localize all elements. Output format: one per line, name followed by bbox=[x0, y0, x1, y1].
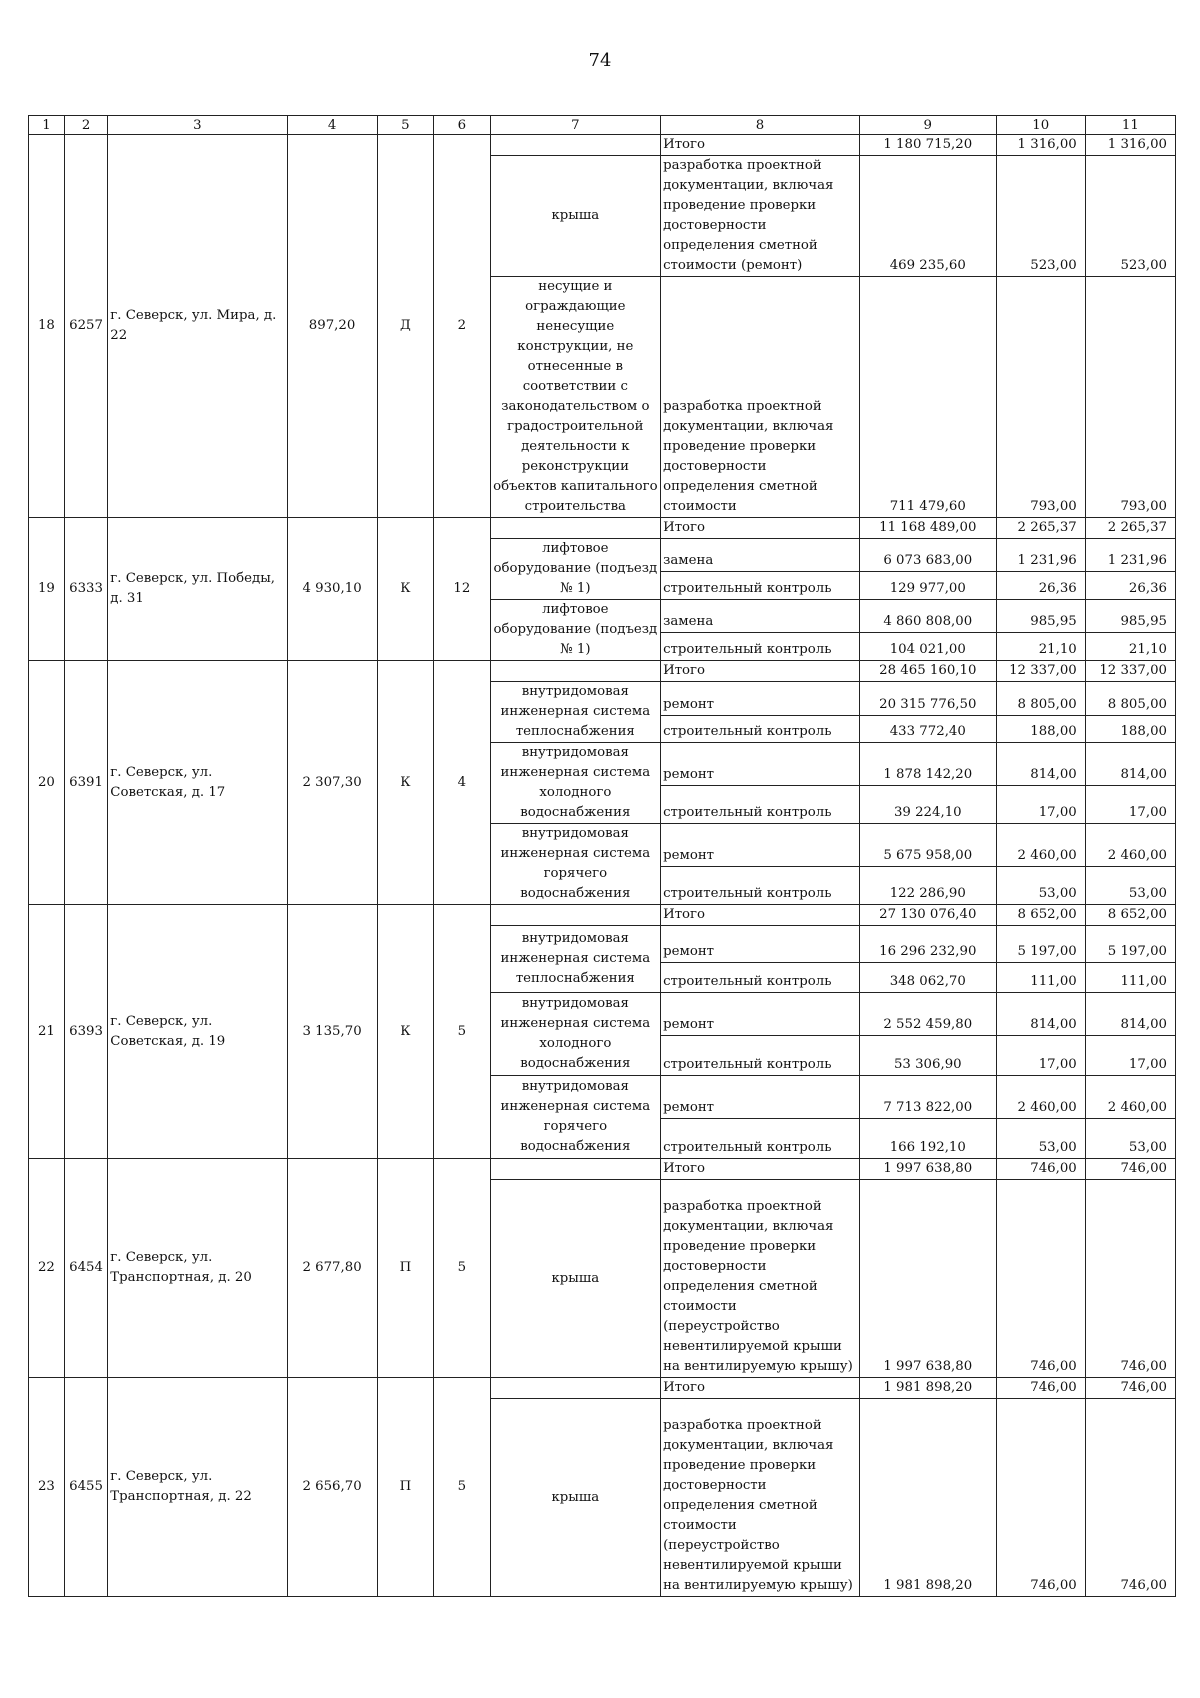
cost-per-sqm: 26,36 bbox=[996, 572, 1085, 600]
cost-per-sqm: 1 231,96 bbox=[996, 539, 1085, 572]
max-cost-per-sqm: 746,00 bbox=[1085, 1159, 1175, 1180]
table-row bbox=[29, 518, 1176, 539]
house-type: К bbox=[377, 518, 433, 661]
table-row bbox=[29, 1159, 1176, 1180]
address: г. Северск, ул. Транспортная, д. 20 bbox=[108, 1159, 287, 1378]
col-header: 2 bbox=[64, 116, 107, 135]
table-row bbox=[29, 661, 1176, 682]
total-cost: 16 296 232,90 bbox=[859, 926, 996, 963]
total-cost: 5 675 958,00 bbox=[859, 824, 996, 867]
house-type: П bbox=[377, 1159, 433, 1378]
cost-per-sqm: 12 337,00 bbox=[996, 661, 1085, 682]
work-type: крыша bbox=[490, 156, 661, 277]
area: 2 677,80 bbox=[287, 1159, 377, 1378]
floors: 2 bbox=[434, 135, 490, 518]
floors: 12 bbox=[434, 518, 490, 661]
work-type bbox=[490, 905, 661, 926]
work-type bbox=[490, 661, 661, 682]
work-type: внутридомовая инженерная система холодного водоснабжения bbox=[490, 743, 661, 824]
total-cost: 28 465 160,10 bbox=[859, 661, 996, 682]
max-cost-per-sqm: 111,00 bbox=[1085, 963, 1175, 993]
cost-per-sqm: 814,00 bbox=[996, 743, 1085, 786]
service: строительный контроль bbox=[661, 633, 860, 661]
col-header: 1 bbox=[29, 116, 65, 135]
service: строительный контроль bbox=[661, 867, 860, 905]
page-number: 74 bbox=[588, 50, 612, 71]
col-header: 11 bbox=[1085, 116, 1175, 135]
work-type bbox=[490, 518, 661, 539]
service: ремонт bbox=[661, 993, 860, 1036]
col-header: 7 bbox=[490, 116, 661, 135]
work-type bbox=[490, 1378, 661, 1399]
cost-per-sqm: 21,10 bbox=[996, 633, 1085, 661]
floors: 4 bbox=[434, 661, 490, 905]
max-cost-per-sqm: 2 460,00 bbox=[1085, 1076, 1175, 1119]
house-type: Д bbox=[377, 135, 433, 518]
work-type: крыша bbox=[490, 1180, 661, 1378]
cost-per-sqm: 793,00 bbox=[996, 277, 1085, 518]
total-cost: 2 552 459,80 bbox=[859, 993, 996, 1036]
max-cost-per-sqm: 17,00 bbox=[1085, 1036, 1175, 1076]
work-type: крыша bbox=[490, 1399, 661, 1597]
cost-per-sqm: 53,00 bbox=[996, 867, 1085, 905]
total-label: Итого bbox=[661, 135, 860, 156]
service: замена bbox=[661, 539, 860, 572]
total-label: Итого bbox=[661, 1378, 860, 1399]
cost-per-sqm: 5 197,00 bbox=[996, 926, 1085, 963]
cost-per-sqm: 53,00 bbox=[996, 1119, 1085, 1159]
max-cost-per-sqm: 746,00 bbox=[1085, 1378, 1175, 1399]
address: г. Северск, ул. Победы, д. 31 bbox=[108, 518, 287, 661]
max-cost-per-sqm: 746,00 bbox=[1085, 1399, 1175, 1597]
address: г. Северск, ул. Советская, д. 19 bbox=[108, 905, 287, 1159]
max-cost-per-sqm: 188,00 bbox=[1085, 715, 1175, 742]
max-cost-per-sqm: 985,95 bbox=[1085, 600, 1175, 633]
cost-per-sqm: 8 805,00 bbox=[996, 682, 1085, 716]
work-type: внутридомовая инженерная система горячего водоснабжения bbox=[490, 824, 661, 905]
total-cost: 53 306,90 bbox=[859, 1036, 996, 1076]
house-id: 6454 bbox=[64, 1159, 107, 1378]
work-type: несущие и ограждающие ненесущие конструкции, не отнесенные в соответствии с законодательством о градостроительной деятельности к реконструкции объектов капитального строительства bbox=[490, 277, 661, 518]
house-id: 6391 bbox=[64, 661, 107, 905]
max-cost-per-sqm: 814,00 bbox=[1085, 743, 1175, 786]
max-cost-per-sqm: 746,00 bbox=[1085, 1180, 1175, 1378]
cost-per-sqm: 2 265,37 bbox=[996, 518, 1085, 539]
max-cost-per-sqm: 8 652,00 bbox=[1085, 905, 1175, 926]
service: строительный контроль bbox=[661, 1036, 860, 1076]
service: разработка проектной документации, включая проведение проверки достоверности определения сметной стоимости (переустройство невентилируемой крыши на вентилируемую крышу) bbox=[661, 1399, 860, 1597]
house-id: 6257 bbox=[64, 135, 107, 518]
row-number: 18 bbox=[29, 135, 65, 518]
total-cost: 1 180 715,20 bbox=[859, 135, 996, 156]
cost-per-sqm: 985,95 bbox=[996, 600, 1085, 633]
cost-per-sqm: 8 652,00 bbox=[996, 905, 1085, 926]
area: 2 656,70 bbox=[287, 1378, 377, 1597]
row-number: 20 bbox=[29, 661, 65, 905]
total-cost: 6 073 683,00 bbox=[859, 539, 996, 572]
total-label: Итого bbox=[661, 518, 860, 539]
cost-per-sqm: 746,00 bbox=[996, 1180, 1085, 1378]
total-cost: 469 235,60 bbox=[859, 156, 996, 277]
work-type: внутридомовая инженерная система горячего водоснабжения bbox=[490, 1076, 661, 1159]
max-cost-per-sqm: 2 265,37 bbox=[1085, 518, 1175, 539]
work-type bbox=[490, 135, 661, 156]
area: 897,20 bbox=[287, 135, 377, 518]
cost-per-sqm: 746,00 bbox=[996, 1378, 1085, 1399]
row-number: 23 bbox=[29, 1378, 65, 1597]
work-type: лифтовое оборудование (подъезд № 1) bbox=[490, 600, 661, 661]
service: разработка проектной документации, включая проведение проверки достоверности определения сметной стоимости (ремонт) bbox=[661, 156, 860, 277]
max-cost-per-sqm: 1 316,00 bbox=[1085, 135, 1175, 156]
total-cost: 166 192,10 bbox=[859, 1119, 996, 1159]
address: г. Северск, ул. Советская, д. 17 bbox=[108, 661, 287, 905]
max-cost-per-sqm: 2 460,00 bbox=[1085, 824, 1175, 867]
total-cost: 129 977,00 bbox=[859, 572, 996, 600]
col-header: 5 bbox=[377, 116, 433, 135]
house-id: 6455 bbox=[64, 1378, 107, 1597]
max-cost-per-sqm: 21,10 bbox=[1085, 633, 1175, 661]
total-cost: 1 981 898,20 bbox=[859, 1378, 996, 1399]
service: ремонт bbox=[661, 926, 860, 963]
service: ремонт bbox=[661, 1076, 860, 1119]
cost-per-sqm: 17,00 bbox=[996, 786, 1085, 824]
col-header: 8 bbox=[661, 116, 860, 135]
service: ремонт bbox=[661, 743, 860, 786]
col-header: 4 bbox=[287, 116, 377, 135]
service: ремонт bbox=[661, 682, 860, 716]
house-type: П bbox=[377, 1378, 433, 1597]
area: 2 307,30 bbox=[287, 661, 377, 905]
cost-per-sqm: 188,00 bbox=[996, 715, 1085, 742]
total-label: Итого bbox=[661, 905, 860, 926]
work-type: внутридомовая инженерная система холодного водоснабжения bbox=[490, 993, 661, 1076]
total-cost: 11 168 489,00 bbox=[859, 518, 996, 539]
house-type: К bbox=[377, 661, 433, 905]
service: строительный контроль bbox=[661, 715, 860, 742]
max-cost-per-sqm: 5 197,00 bbox=[1085, 926, 1175, 963]
table-row bbox=[29, 135, 1176, 156]
house-type: К bbox=[377, 905, 433, 1159]
total-cost: 7 713 822,00 bbox=[859, 1076, 996, 1119]
work-type: лифтовое оборудование (подъезд № 1) bbox=[490, 539, 661, 600]
total-cost: 4 860 808,00 bbox=[859, 600, 996, 633]
max-cost-per-sqm: 17,00 bbox=[1085, 786, 1175, 824]
col-header: 6 bbox=[434, 116, 490, 135]
cost-per-sqm: 17,00 bbox=[996, 1036, 1085, 1076]
service: строительный контроль bbox=[661, 1119, 860, 1159]
table-row bbox=[29, 905, 1176, 926]
service: разработка проектной документации, включая проведение проверки достоверности определения сметной стоимости (переустройство невентилируемой крыши на вентилируемую крышу) bbox=[661, 1180, 860, 1378]
address: г. Северск, ул. Транспортная, д. 22 bbox=[108, 1378, 287, 1597]
total-label: Итого bbox=[661, 661, 860, 682]
floors: 5 bbox=[434, 1159, 490, 1378]
total-cost: 27 130 076,40 bbox=[859, 905, 996, 926]
total-cost: 1 997 638,80 bbox=[859, 1159, 996, 1180]
col-header: 9 bbox=[859, 116, 996, 135]
total-cost: 1 997 638,80 bbox=[859, 1180, 996, 1378]
work-type: внутридомовая инженерная система теплоснабжения bbox=[490, 682, 661, 743]
total-cost: 1 878 142,20 bbox=[859, 743, 996, 786]
col-header: 10 bbox=[996, 116, 1085, 135]
max-cost-per-sqm: 8 805,00 bbox=[1085, 682, 1175, 716]
cost-per-sqm: 2 460,00 bbox=[996, 824, 1085, 867]
service: строительный контроль bbox=[661, 963, 860, 993]
service: замена bbox=[661, 600, 860, 633]
floors: 5 bbox=[434, 905, 490, 1159]
service: строительный контроль bbox=[661, 786, 860, 824]
max-cost-per-sqm: 12 337,00 bbox=[1085, 661, 1175, 682]
total-cost: 39 224,10 bbox=[859, 786, 996, 824]
row-number: 22 bbox=[29, 1159, 65, 1378]
max-cost-per-sqm: 1 231,96 bbox=[1085, 539, 1175, 572]
total-cost: 711 479,60 bbox=[859, 277, 996, 518]
cost-per-sqm: 746,00 bbox=[996, 1159, 1085, 1180]
area: 4 930,10 bbox=[287, 518, 377, 661]
service: разработка проектной документации, включая проведение проверки достоверности определения сметной стоимости bbox=[661, 277, 860, 518]
table-row bbox=[29, 1378, 1176, 1399]
max-cost-per-sqm: 26,36 bbox=[1085, 572, 1175, 600]
row-number: 19 bbox=[29, 518, 65, 661]
row-number: 21 bbox=[29, 905, 65, 1159]
cost-per-sqm: 1 316,00 bbox=[996, 135, 1085, 156]
col-header: 3 bbox=[108, 116, 287, 135]
max-cost-per-sqm: 53,00 bbox=[1085, 1119, 1175, 1159]
cost-per-sqm: 814,00 bbox=[996, 993, 1085, 1036]
repair-schedule-table bbox=[28, 115, 1176, 1597]
work-type: внутридомовая инженерная система теплоснабжения bbox=[490, 926, 661, 993]
service: строительный контроль bbox=[661, 572, 860, 600]
floors: 5 bbox=[434, 1378, 490, 1597]
total-cost: 348 062,70 bbox=[859, 963, 996, 993]
house-id: 6333 bbox=[64, 518, 107, 661]
service: ремонт bbox=[661, 824, 860, 867]
address: г. Северск, ул. Мира, д. 22 bbox=[108, 135, 287, 518]
house-id: 6393 bbox=[64, 905, 107, 1159]
max-cost-per-sqm: 793,00 bbox=[1085, 277, 1175, 518]
max-cost-per-sqm: 814,00 bbox=[1085, 993, 1175, 1036]
total-cost: 433 772,40 bbox=[859, 715, 996, 742]
total-cost: 20 315 776,50 bbox=[859, 682, 996, 716]
total-cost: 104 021,00 bbox=[859, 633, 996, 661]
total-label: Итого bbox=[661, 1159, 860, 1180]
work-type bbox=[490, 1159, 661, 1180]
cost-per-sqm: 523,00 bbox=[996, 156, 1085, 277]
cost-per-sqm: 111,00 bbox=[996, 963, 1085, 993]
column-number-row bbox=[29, 116, 1176, 135]
max-cost-per-sqm: 523,00 bbox=[1085, 156, 1175, 277]
max-cost-per-sqm: 53,00 bbox=[1085, 867, 1175, 905]
total-cost: 1 981 898,20 bbox=[859, 1399, 996, 1597]
total-cost: 122 286,90 bbox=[859, 867, 996, 905]
cost-per-sqm: 2 460,00 bbox=[996, 1076, 1085, 1119]
cost-per-sqm: 746,00 bbox=[996, 1399, 1085, 1597]
area: 3 135,70 bbox=[287, 905, 377, 1159]
